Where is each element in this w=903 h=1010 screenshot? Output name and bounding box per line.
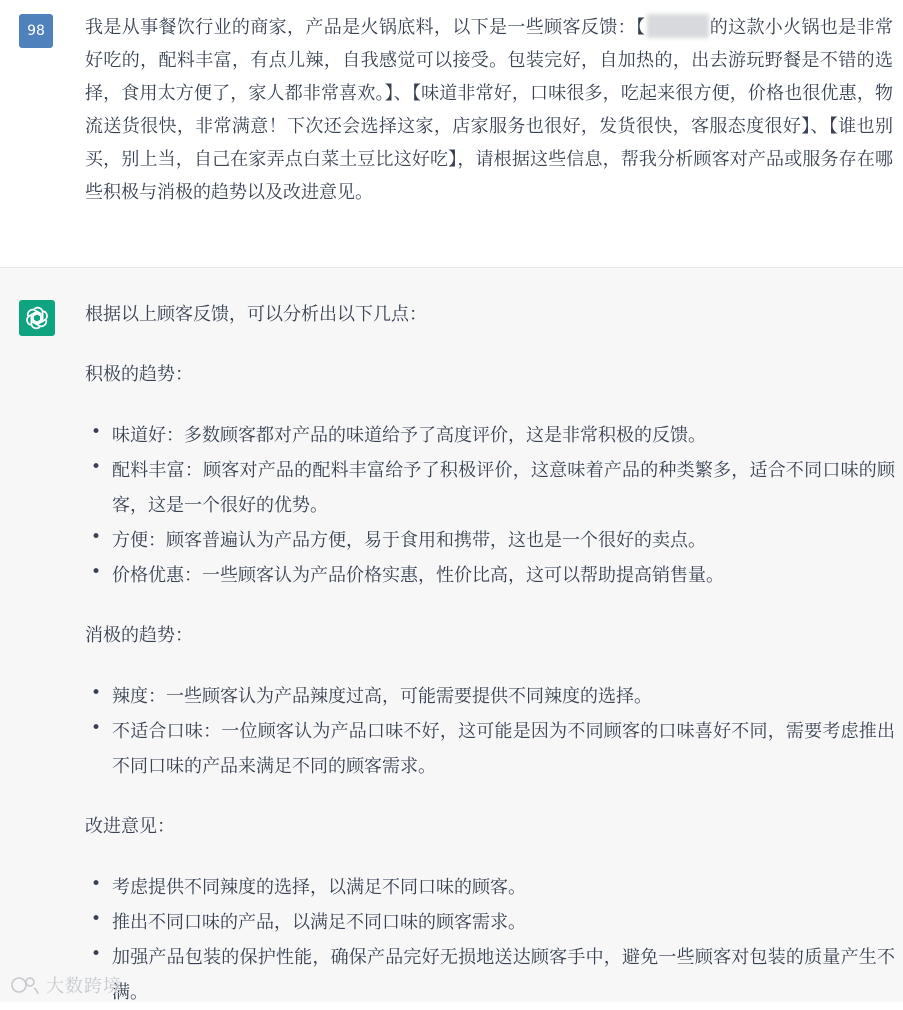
watermark-text: 大数跨境: [46, 976, 122, 997]
openai-logo-icon: [19, 300, 55, 336]
improve-list: [85, 870, 895, 1010]
list-item: • 配料丰富：顾客对产品的配料丰富给予了积极评价，这意味着产品的种类繁多，适合不同口味的顾客，这是一个很好的优势。: [85, 453, 895, 523]
user-message: [0, 0, 903, 268]
negative-list: [85, 679, 895, 784]
list-item: • 方便：顾客普遍认为产品方便，易于食用和携带，这也是一个很好的卖点。: [85, 523, 895, 558]
list-item: • 考虑提供不同辣度的选择，以满足不同口味的顾客。: [85, 870, 895, 905]
list-item: • 加强产品包装的保护性能，确保产品完好无损地送达顾客手中，避免一些顾客对包装的质量产生不满。: [85, 940, 895, 1010]
watermark: [10, 972, 122, 998]
positive-list: [85, 418, 895, 593]
positive-heading: 积极的趋势：: [85, 364, 193, 385]
negative-heading: 消极的趋势：: [85, 625, 193, 646]
improve-heading: 改进意见：: [85, 816, 175, 837]
assistant-message: [0, 268, 903, 1002]
user-avatar: 98: [19, 14, 53, 48]
watermark-logo-icon: [10, 974, 40, 996]
assistant-intro: 根据以上顾客反馈，可以分析出以下几点：: [85, 304, 427, 325]
list-item: • 价格优惠：一些顾客认为产品价格实惠，性价比高，这可以帮助提高销售量。: [85, 558, 895, 593]
redacted-name: [647, 14, 709, 38]
list-item: • 味道好：多数顾客都对产品的味道给予了高度评价，这是非常积极的反馈。: [85, 418, 895, 453]
list-item: • 不适合口味：一位顾客认为产品口味不好，这可能是因为不同顾客的口味喜好不同，需要考虑推出不同口味的产品来满足不同的顾客需求。: [85, 714, 895, 784]
assistant-message-content: [85, 298, 895, 1010]
user-text-rest: 的这款小火锅也是非常好吃的，配料丰富，有点儿辣，自我感觉可以接受。包装完好，自加热的，出去游玩野餐是不错的选择，食用太方便了，家人都非常喜欢。】、【味道非常好，口味很多，吃起来很方便，价格也很优惠，物流送货很快，非常满意！下次还会选择这家，店家服务也很好，发货很快，客服态度很好】、【谁也别买，别上当，自己在家弄点白菜土豆比这好吃】，请根据这些信息，帮我分析顾客对产品或服务存在哪些积极与消极的趋势以及改进意见。: [85, 17, 894, 203]
list-item: • 辣度：一些顾客认为产品辣度过高，可能需要提供不同辣度的选择。: [85, 679, 895, 714]
list-item: • 推出不同口味的产品，以满足不同口味的顾客需求。: [85, 905, 895, 940]
user-text-start: 我是从事餐饮行业的商家，产品是火锅底料，以下是一些顾客反馈：【: [85, 17, 646, 38]
user-message-text: [85, 11, 893, 209]
